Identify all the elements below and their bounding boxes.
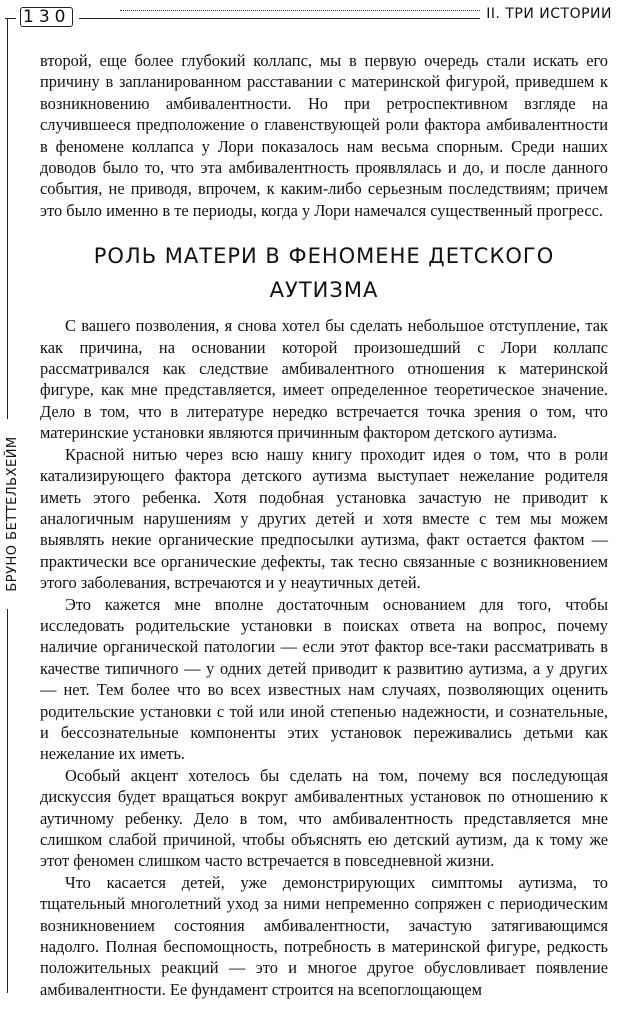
body-paragraph: Особый акцент хотелось бы сделать на том, почему вся последующая дискуссия будет вращаться вокруг амбивалентных установок по отношению к аутичному ребенку. Дело в том, что амбивалентность представляется мне слишком слабой причиной, чтобы объяснять ею детский аутизм, да к тому же этот феномен слишком часто встречается в повседневной жизни. — [40, 765, 608, 871]
body-paragraph: С вашего позволения, я снова хотел бы сделать небольшое отступление, так как причина, на основании которой произошедший с Лори коллапс рассматривался как следствие амбивалентного отношения к материнской фигуре, как мне представляется, имеет определенное теоретическое значение. Дело в том, что в литературе нередко встречается точка зрения о том, что материнские установки являются причинным фактором детского аутизма. — [40, 316, 608, 443]
page-number-text: 130 — [23, 7, 71, 27]
section-heading: РОЛЬ МАТЕРИ В ФЕНОМЕНЕ ДЕТСКОГО АУТИЗМА — [93, 244, 555, 303]
page-number — [16, 5, 79, 29]
running-title: II. ТРИ ИСТОРИИ — [480, 4, 612, 24]
side-author-name: БРУНО БЕТТЕЛЬХЕЙМ — [4, 419, 22, 609]
body-paragraph: Красной нитью через всю нашу книгу проходит идея о том, что в роли катализирующего фактора детского аутизма выступает нежелание родителя иметь этого ребенка. Хотя подобная установка зачастую не приводит к аналогичным нарушениям у других детей и хотя вместе с тем мы можем выявлять некие органические предпосылки аутизма, факт остается фактом — практически все органические дефекты, так тесно связанные с возникновением этого заболевания, встречаются и у неаутичных детей. — [40, 444, 608, 593]
body-paragraph: Что касается детей, уже демонстрирующих симптомы аутизма, то тщательный многолетний уход за ними непременно сопряжен с периодическим возникновением состояния амбивалентности, зачастую затягивающимся надолго. Полная беспомощность, потребность в материнской фигуре, редкость положительных реакций — это и многое другое обусловливает появление амбивалентности. Ее фундамент строится на всепоглощающем — [40, 872, 608, 999]
intro-paragraph: второй, еще более глубокий коллапс, мы в первую очередь стали искать его причину в запланированном расставании с материнской фигурой, приведшем к возникновению амбивалентности. Но при ретроспективном взгляде на случившееся предположение о главенствующей роли фактора амбивалентности в феномене коллапса у Лори показалось нам весьма спорным. Среди наших доводов было то, что эта амбивалентность проявлялась и до, и после данного события, не приводя, впрочем, к каким-либо серьезным последствиям; причем это было именно в те периоды, когда у Лори намечался существенный прогресс. — [40, 51, 608, 220]
body-paragraph: Это кажется мне вполне достаточным основанием для того, чтобы исследовать родительские установки в поисках ответа на вопрос, почему наличие органической патологии — если этот фактор все-таки рассматривать в качестве типичного — у одних детей приводит к развитию аутизма, а у других — нет. Тем более что во всех известных нам случаях, позволяющих оценить родительские установки с той или иной степенью надежности, и сознательные, и бессознательные компоненты этих установок переживались детьми как нежелание их иметь. — [40, 594, 608, 764]
page-body — [40, 50, 608, 1000]
page-number-box — [20, 7, 73, 27]
header-dotted-ornament — [120, 10, 480, 25]
